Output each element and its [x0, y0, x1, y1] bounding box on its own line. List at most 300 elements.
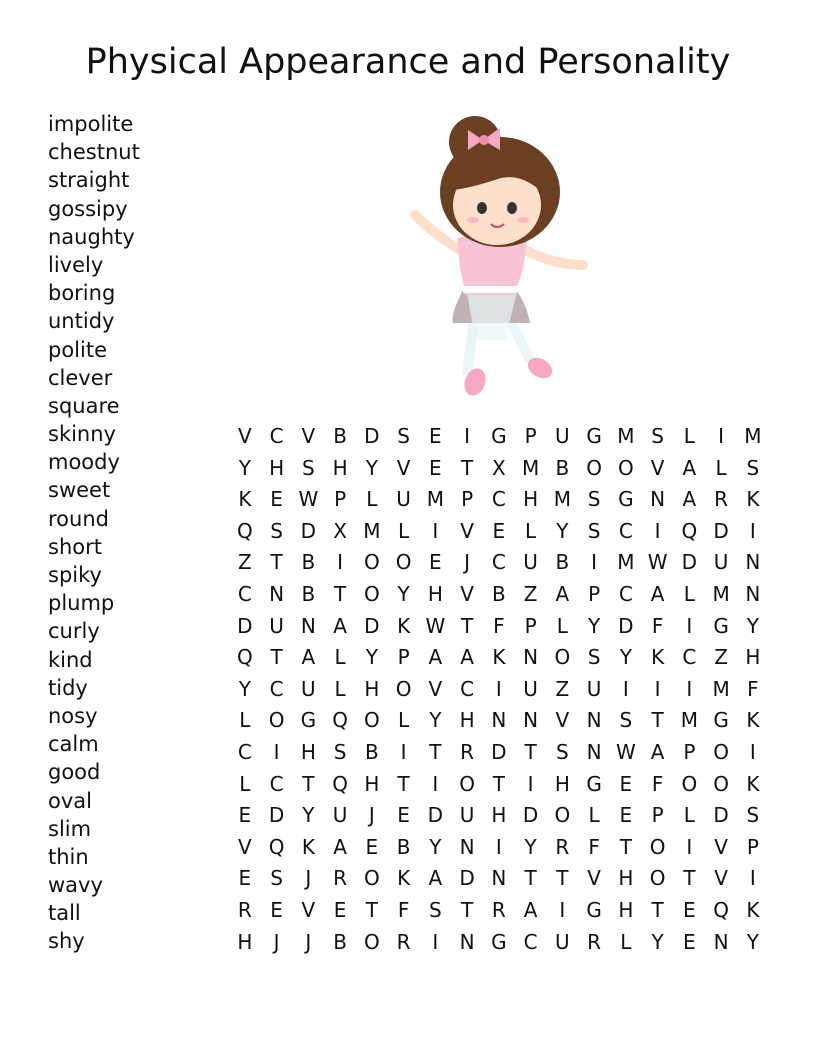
grid-letter: V: [460, 518, 474, 543]
grid-letter: L: [398, 708, 410, 733]
grid-letter: I: [749, 866, 756, 891]
grid-letter: I: [591, 550, 598, 575]
grid-letter: P: [524, 613, 537, 638]
grid-letter: C: [618, 581, 633, 606]
grid-letter: L: [683, 424, 695, 448]
grid-letter: D: [491, 739, 507, 764]
grid-letter: S: [746, 803, 760, 828]
grid-letter: O: [268, 708, 285, 733]
grid-letter: O: [713, 739, 729, 764]
grid-letter: S: [302, 455, 315, 480]
grid-letter: N: [523, 708, 539, 733]
grid-letter: K: [746, 708, 760, 733]
grid-letter: A: [460, 645, 474, 670]
grid-letter: Y: [524, 834, 537, 859]
grid-letter: I: [559, 897, 566, 922]
grid-letter: U: [555, 929, 570, 954]
grid-letter: G: [586, 771, 602, 796]
grid-letter: V: [555, 708, 570, 733]
word-list-item: lively: [48, 252, 104, 277]
grid-letter: N: [745, 550, 761, 575]
grid-letter: M: [617, 424, 635, 448]
grid-letter: D: [268, 803, 285, 828]
grid-letter: B: [301, 550, 316, 575]
grid-letter: H: [269, 455, 285, 480]
grid-letter: R: [333, 866, 348, 891]
grid-letter: I: [495, 834, 502, 859]
grid-letter: H: [459, 708, 475, 733]
grid-letter: I: [432, 771, 439, 796]
grid-letter: O: [554, 803, 571, 828]
grid-letter: T: [619, 834, 632, 859]
grid-letter: C: [237, 739, 252, 764]
word-list-item: square: [48, 393, 120, 418]
grid-letter: T: [365, 897, 378, 922]
grid-letter: K: [746, 487, 760, 512]
grid-letter: I: [337, 550, 344, 575]
grid-letter: A: [555, 581, 570, 606]
grid-letter: O: [364, 866, 380, 891]
grid-letter: L: [683, 581, 695, 606]
grid-letter: S: [587, 518, 601, 543]
grid-letter: N: [586, 739, 602, 764]
grid-letter: L: [620, 929, 632, 954]
grid-letter: D: [681, 550, 698, 575]
grid-letter: K: [397, 866, 411, 891]
word-list-item: straight: [48, 168, 130, 193]
grid-letter: U: [713, 550, 729, 575]
word-list-item: impolite: [48, 112, 134, 136]
grid-letter: B: [555, 550, 570, 575]
grid-letter: O: [459, 771, 475, 796]
grid-letter: N: [491, 866, 507, 891]
grid-letter: I: [273, 739, 280, 764]
grid-letter: T: [461, 455, 474, 480]
grid-letter: N: [269, 581, 285, 606]
grid-letter: C: [682, 645, 697, 670]
grid-letter: T: [524, 739, 537, 764]
grid-letter: G: [586, 897, 602, 922]
grid-letter: V: [650, 455, 665, 480]
grid-letter: E: [492, 518, 506, 543]
grid-letter: T: [334, 581, 347, 606]
grid-letter: I: [686, 613, 693, 638]
grid-letter: D: [237, 613, 253, 638]
grid-letter: F: [588, 834, 600, 859]
grid-letter: V: [238, 834, 252, 859]
grid-letter: B: [333, 929, 347, 954]
word-list-item: tall: [48, 901, 81, 926]
grid-letter: K: [746, 897, 760, 922]
grid-letter: S: [651, 424, 664, 448]
grid-letter: P: [461, 487, 474, 512]
grid-letter: A: [682, 455, 697, 480]
grid-letter: T: [429, 739, 442, 764]
grid-letter: T: [651, 897, 664, 922]
grid-letter: B: [492, 581, 506, 606]
grid-letter: C: [618, 518, 633, 543]
grid-letter: H: [237, 929, 253, 954]
grid-letter: B: [555, 455, 570, 480]
grid-letter: N: [300, 613, 316, 638]
grid-letter: Y: [397, 581, 410, 606]
grid-letter: Q: [268, 834, 285, 859]
grid-letter: M: [426, 487, 444, 512]
grid-letter: C: [269, 676, 284, 701]
grid-letter: L: [334, 645, 346, 670]
grid-letter: Q: [332, 708, 348, 733]
grid-letter: B: [333, 424, 347, 448]
grid-letter: H: [364, 771, 380, 796]
grid-letter: V: [301, 424, 316, 448]
grid-letter: H: [745, 645, 761, 670]
grid-letter: G: [586, 424, 602, 448]
grid-letter: X: [492, 455, 506, 480]
grid-letter: M: [712, 676, 730, 701]
word-list-item: tidy: [48, 675, 88, 700]
grid-letter: I: [432, 929, 439, 954]
grid-letter: D: [713, 803, 729, 828]
grid-letter: J: [273, 929, 280, 954]
grid-letter: M: [680, 708, 698, 733]
grid-letter: V: [587, 866, 601, 891]
grid-letter: F: [493, 613, 505, 638]
grid-letter: P: [588, 581, 601, 606]
word-list-item: untidy: [48, 309, 115, 334]
word-list-item: oval: [48, 788, 92, 813]
word-list-item: polite: [48, 337, 108, 362]
grid-letter: O: [554, 645, 571, 670]
grid-letter: U: [301, 676, 316, 701]
grid-letter: V: [301, 897, 316, 922]
grid-letter: F: [397, 897, 410, 922]
grid-letter: S: [619, 708, 633, 733]
grid-letter: W: [647, 550, 668, 575]
grid-letter: D: [459, 866, 475, 891]
word-list-item: thin: [48, 844, 89, 869]
word-list-item: naughty: [48, 224, 135, 249]
grid-letter: F: [747, 676, 759, 701]
grid-letter: D: [618, 613, 634, 638]
grid-letter: P: [651, 803, 664, 828]
grid-letter: R: [237, 897, 252, 922]
grid-letter: N: [459, 929, 475, 954]
grid-letter: B: [396, 834, 411, 859]
grid-letter: A: [650, 581, 665, 606]
grid-letter: N: [491, 708, 507, 733]
grid-letter: O: [713, 771, 729, 796]
grid-letter: I: [464, 424, 471, 448]
grid-letter: Q: [713, 897, 729, 922]
grid-letter: Q: [332, 771, 348, 796]
grid-letter: H: [491, 803, 507, 828]
grid-letter: E: [365, 834, 379, 859]
grid-letter: C: [491, 550, 506, 575]
grid-letter: K: [492, 645, 506, 670]
grid-letter: I: [400, 739, 407, 764]
grid-letter: J: [305, 929, 312, 954]
grid-letter: Z: [555, 676, 570, 701]
grid-letter: P: [334, 487, 347, 512]
grid-letter: O: [364, 550, 380, 575]
grid-letter: K: [651, 645, 665, 670]
grid-letter: T: [270, 645, 283, 670]
grid-letter: I: [432, 518, 439, 543]
grid-letter: S: [397, 424, 410, 448]
grid-letter: C: [523, 929, 538, 954]
grid-letter: S: [270, 866, 283, 891]
page-title: Physical Appearance and Personality: [85, 42, 731, 82]
grid-letter: W: [298, 487, 319, 512]
grid-letter: C: [269, 771, 284, 796]
grid-letter: Z: [523, 581, 538, 606]
grid-letter: E: [683, 897, 696, 922]
grid-letter: U: [396, 487, 411, 512]
grid-letter: H: [554, 771, 570, 796]
word-list-item: kind: [48, 647, 93, 672]
grid-letter: A: [650, 739, 665, 764]
grid-letter: G: [491, 929, 507, 954]
grid-letter: Y: [746, 613, 759, 638]
grid-letter: I: [622, 676, 629, 701]
grid-letter: S: [556, 739, 569, 764]
grid-letter: E: [397, 803, 410, 828]
grid-letter: U: [523, 676, 538, 701]
grid-letter: H: [618, 897, 634, 922]
word-list-item: plump: [48, 591, 115, 616]
grid-letter: R: [460, 739, 475, 764]
grid-letter: E: [270, 897, 283, 922]
grid-letter: L: [556, 613, 568, 638]
grid-letter: N: [745, 581, 761, 606]
grid-letter: I: [686, 834, 693, 859]
grid-letter: N: [586, 708, 602, 733]
grid-letter: S: [429, 897, 442, 922]
grid-letter: O: [681, 771, 698, 796]
grid-letter: O: [364, 929, 380, 954]
grid-letter: L: [715, 455, 727, 480]
grid-letter: E: [683, 929, 696, 954]
grid-letter: I: [654, 518, 661, 543]
grid-letter: J: [464, 550, 471, 575]
grid-letter: O: [364, 581, 380, 606]
grid-letter: G: [713, 708, 729, 733]
grid-letter: H: [364, 676, 380, 701]
grid-letter: Y: [429, 834, 442, 859]
grid-letter: E: [619, 771, 633, 796]
word-list-item: shy: [48, 929, 85, 954]
grid-letter: E: [429, 424, 442, 448]
grid-letter: W: [425, 613, 446, 638]
grid-letter: E: [333, 897, 347, 922]
word-list-item: skinny: [48, 422, 116, 447]
word-list-item: short: [48, 534, 102, 559]
grid-letter: N: [713, 929, 729, 954]
grid-letter: E: [238, 803, 252, 828]
grid-letter: P: [683, 739, 696, 764]
grid-letter: O: [395, 550, 412, 575]
grid-letter: Y: [365, 455, 378, 480]
word-list-item: sweet: [48, 478, 111, 503]
grid-letter: Y: [429, 708, 442, 733]
grid-letter: M: [744, 424, 762, 448]
grid-letter: L: [334, 676, 346, 701]
grid-letter: P: [746, 834, 759, 859]
grid-letter: D: [364, 613, 380, 638]
grid-letter: S: [587, 645, 601, 670]
grid-letter: T: [397, 771, 410, 796]
grid-letter: E: [429, 550, 442, 575]
grid-letter: E: [270, 487, 283, 512]
grid-letter: K: [238, 487, 252, 512]
grid-letter: A: [428, 866, 443, 891]
word-list-item: clever: [48, 365, 113, 390]
grid-letter: U: [555, 424, 570, 448]
grid-letter: N: [459, 834, 475, 859]
grid-letter: K: [397, 613, 411, 638]
grid-letter: O: [395, 676, 412, 701]
grid-letter: U: [586, 676, 602, 701]
grid-letter: S: [270, 518, 283, 543]
grid-letter: C: [237, 581, 252, 606]
grid-letter: Y: [238, 676, 251, 701]
grid-letter: C: [491, 487, 506, 512]
grid-letter: Y: [651, 929, 664, 954]
grid-letter: Y: [365, 645, 378, 670]
grid-letter: J: [368, 803, 375, 828]
grid-letter: I: [527, 771, 534, 796]
grid-letter: C: [460, 676, 475, 701]
grid-letter: S: [333, 739, 347, 764]
grid-letter: G: [618, 487, 634, 512]
grid-letter: P: [397, 645, 410, 670]
word-list-item: gossipy: [48, 196, 128, 221]
grid-letter: I: [749, 739, 756, 764]
grid-letter: Y: [619, 645, 632, 670]
word-list-item: spiky: [48, 563, 102, 587]
grid-letter: D: [522, 803, 539, 828]
grid-letter: V: [428, 676, 443, 701]
word-list-item: calm: [48, 732, 99, 757]
grid-letter: H: [332, 455, 348, 480]
grid-letter: Z: [238, 550, 252, 575]
grid-letter: Y: [588, 613, 601, 638]
grid-letter: M: [712, 581, 730, 606]
grid-letter: F: [651, 771, 664, 796]
word-list-item: chestnut: [48, 140, 140, 165]
grid-letter: L: [683, 803, 695, 828]
grid-letter: L: [366, 487, 378, 512]
grid-letter: I: [495, 676, 502, 701]
grid-letter: D: [427, 803, 444, 828]
word-list-item: slim: [48, 816, 92, 841]
grid-letter: R: [587, 929, 602, 954]
grid-letter: N: [650, 487, 666, 512]
grid-letter: F: [651, 613, 664, 638]
grid-letter: A: [682, 487, 697, 512]
grid-letter: J: [305, 866, 312, 891]
grid-letter: T: [492, 771, 505, 796]
grid-letter: O: [364, 708, 380, 733]
grid-letter: S: [746, 455, 760, 480]
ballerina-girl-illustration: [405, 110, 595, 405]
grid-letter: T: [461, 897, 474, 922]
grid-letter: M: [553, 487, 571, 512]
grid-letter: T: [683, 866, 696, 891]
grid-letter: Y: [302, 803, 315, 828]
grid-letter: T: [270, 550, 283, 575]
grid-letter: V: [714, 834, 728, 859]
grid-letter: H: [618, 866, 634, 891]
grid-letter: L: [398, 518, 410, 543]
grid-letter: T: [524, 866, 537, 891]
word-search-grid: [229, 421, 769, 958]
grid-letter: E: [619, 803, 633, 828]
grid-letter: A: [301, 645, 316, 670]
grid-letter: T: [651, 708, 664, 733]
grid-letter: P: [524, 424, 537, 448]
grid-letter: X: [333, 518, 347, 543]
grid-letter: W: [615, 739, 636, 764]
grid-letter: U: [332, 803, 348, 828]
grid-letter: Q: [681, 518, 698, 543]
grid-letter: G: [300, 708, 317, 733]
grid-letter: K: [746, 771, 760, 796]
grid-letter: I: [654, 676, 661, 701]
word-list-item: good: [48, 760, 101, 785]
grid-letter: H: [427, 581, 443, 606]
grid-letter: L: [239, 771, 251, 796]
grid-letter: A: [333, 613, 347, 638]
grid-letter: U: [459, 803, 475, 828]
grid-letter: A: [523, 897, 538, 922]
grid-letter: S: [587, 487, 601, 512]
grid-letter: O: [586, 455, 602, 480]
grid-letter: L: [525, 518, 537, 543]
grid-letter: Y: [746, 929, 759, 954]
grid-letter: V: [714, 866, 728, 891]
grid-letter: D: [364, 424, 380, 448]
grid-letter: V: [238, 424, 252, 448]
word-list-item: round: [48, 506, 109, 531]
grid-letter: O: [618, 455, 634, 480]
word-list: [48, 110, 140, 956]
grid-letter: E: [238, 866, 252, 891]
grid-letter: R: [491, 897, 506, 922]
word-list-item: wavy: [48, 873, 103, 898]
word-list-item: curly: [48, 619, 100, 644]
grid-letter: A: [428, 645, 443, 670]
grid-letter: M: [521, 455, 540, 480]
grid-letter: M: [617, 550, 635, 575]
grid-letter: M: [363, 518, 381, 543]
grid-letter: G: [713, 613, 729, 638]
grid-letter: Z: [714, 645, 728, 670]
grid-letter: T: [556, 866, 569, 891]
word-list-item: moody: [48, 450, 120, 475]
grid-letter: R: [555, 834, 570, 859]
grid-letter: Y: [238, 455, 251, 480]
grid-letter: U: [269, 613, 284, 638]
grid-letter: L: [239, 708, 251, 733]
grid-letter: D: [300, 518, 317, 543]
word-list-item: boring: [48, 281, 116, 306]
grid-letter: H: [523, 487, 539, 512]
grid-letter: L: [588, 803, 600, 828]
grid-letter: V: [396, 455, 411, 480]
grid-letter: A: [333, 834, 347, 859]
grid-letter: T: [302, 771, 315, 796]
